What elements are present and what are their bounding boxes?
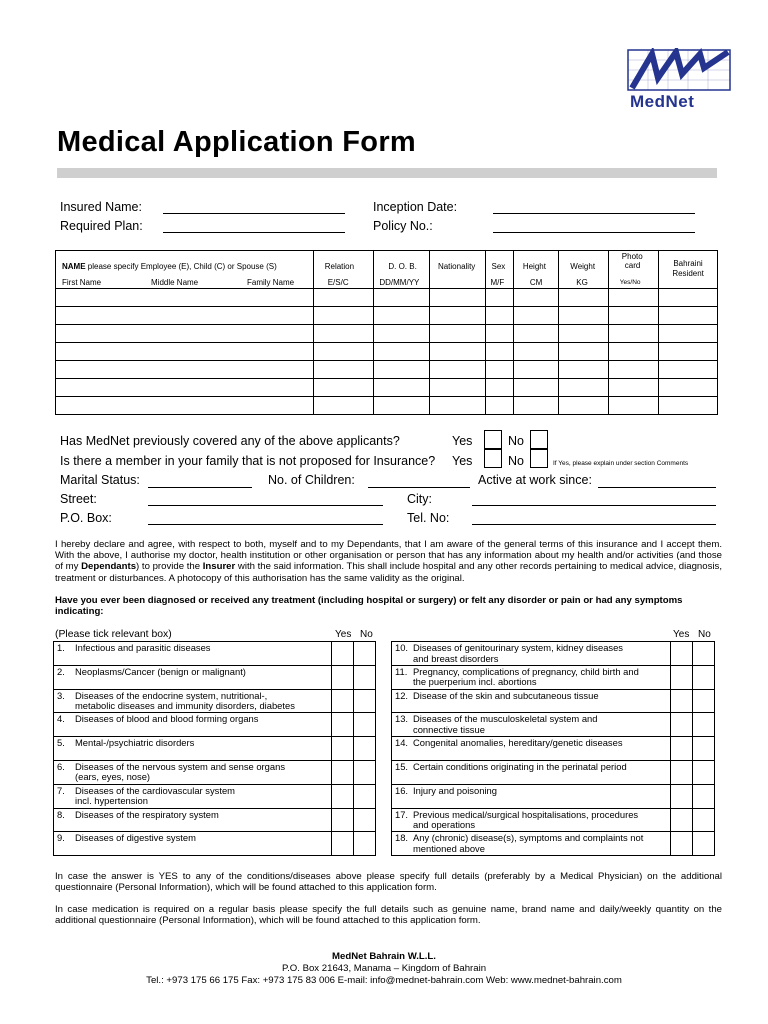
disease-yes-checkbox[interactable] [332, 689, 354, 713]
tel-field[interactable] [472, 524, 716, 525]
disease-number: 12. [395, 689, 409, 701]
disease-number: 17. [395, 808, 409, 820]
table-row[interactable] [56, 379, 718, 397]
marital-status-label: Marital Status: [60, 473, 140, 487]
name-header-hint: please specify Employee (E), Child (C) or Spouse (S) [87, 262, 277, 271]
note-medication: In case medication is required on a regular basis please specify the full details such as genuine name, brand name and daily/weekly quantity on the additional questionnaire (Personal Information), which will be found attached to this application form. [55, 904, 722, 927]
active-work-label: Active at work since: [478, 473, 592, 487]
name-header [56, 251, 314, 289]
disease-text: Congenital anomalies, hereditary/genetic diseases [413, 737, 623, 749]
disease-text: Pregnancy, complications of pregnancy, child birth and [413, 665, 639, 677]
table-row[interactable] [56, 307, 718, 325]
table-row[interactable] [56, 361, 718, 379]
disease-table-right [391, 641, 715, 856]
policy-no-field[interactable] [493, 232, 695, 233]
policy-no-label: Policy No.: [373, 219, 433, 233]
q2-yes-checkbox[interactable] [484, 449, 502, 468]
applicants-table [55, 250, 718, 415]
city-label: City: [407, 492, 432, 506]
city-field[interactable] [472, 505, 716, 506]
disease-label [392, 713, 671, 737]
disease-label [54, 642, 332, 666]
table-row[interactable] [56, 343, 718, 361]
table-row[interactable] [56, 325, 718, 343]
disease-number: 4. [57, 713, 65, 725]
disease-no-checkbox[interactable] [693, 713, 715, 737]
table-row [392, 737, 715, 761]
table-row [54, 713, 376, 737]
disease-yes-checkbox[interactable] [332, 665, 354, 689]
sex-header: Sex M/F [485, 251, 513, 289]
diagnosis-question: Have you ever been diagnosed or received any treatment (including hospital or surgery) or felt any disorder or pain or had any symptoms indicating: [55, 595, 683, 618]
relation-header: Relation E/S/C [313, 251, 374, 289]
disease-text: Diseases of genitourinary system, kidney diseases [413, 642, 623, 653]
disease-yes-checkbox[interactable] [671, 665, 693, 689]
disease-label [392, 665, 671, 689]
disease-number: 5. [57, 737, 65, 749]
disease-no-checkbox[interactable] [354, 713, 376, 737]
disease-no-checkbox[interactable] [693, 808, 715, 832]
disease-label [54, 832, 332, 856]
disease-yes-checkbox[interactable] [671, 713, 693, 737]
inception-date-label: Inception Date: [373, 200, 458, 214]
q2-yes-label: Yes [452, 454, 473, 468]
po-box-label: P.O. Box: [60, 511, 112, 525]
right-yes-header: Yes [673, 629, 690, 640]
q1-no-checkbox[interactable] [530, 430, 548, 449]
table-row [392, 665, 715, 689]
disease-no-checkbox[interactable] [354, 689, 376, 713]
disease-text-continued: and breast disorders [413, 652, 499, 664]
disease-text: Disease of the skin and subcutaneous tissue [413, 689, 599, 701]
disease-no-checkbox[interactable] [354, 737, 376, 761]
disease-label [392, 832, 671, 856]
disease-no-checkbox[interactable] [354, 832, 376, 856]
table-row [392, 642, 715, 666]
table-row [392, 689, 715, 713]
disease-text-continued: connective tissue [413, 723, 485, 735]
po-box-field[interactable] [148, 524, 383, 525]
disease-yes-checkbox[interactable] [332, 713, 354, 737]
question-family-member: Is there a member in your family that is not proposed for Insurance? [60, 454, 436, 468]
disease-number: 16. [395, 784, 409, 796]
disease-number: 8. [57, 808, 65, 820]
table-row [392, 808, 715, 832]
disease-label [54, 784, 332, 808]
disease-label [392, 760, 671, 784]
active-work-field[interactable] [598, 487, 716, 488]
brand-name: MedNet [630, 92, 695, 111]
table-row [392, 832, 715, 856]
disease-no-checkbox[interactable] [693, 665, 715, 689]
disease-text-continued: the puerperium incl. abortions [413, 676, 537, 688]
disease-yes-checkbox[interactable] [671, 689, 693, 713]
table-row [54, 760, 376, 784]
page-title: Medical Application Form [57, 126, 416, 158]
table-row [392, 760, 715, 784]
bahraini-resident-header: Bahraini Resident [659, 251, 718, 289]
disease-label [54, 808, 332, 832]
table-row [392, 713, 715, 737]
disease-no-checkbox[interactable] [354, 808, 376, 832]
declaration-paragraph: I hereby declare and agree, with respect to both, myself and to my Dependants, that I am aware of the general terms of this insurance and I accept them. With the above, I authorise my doctor, health institution or other organisation or person that has any information about my health and/or activities (and those of my Dependants) to provide the Insurer with the said information. This shall include hospital and any other records pertaining to medical advice, diagnosis, treatment or disturbances. A photocopy of this authorisation has the same validity as the original. [55, 539, 722, 584]
disease-no-checkbox[interactable] [354, 665, 376, 689]
disease-text: Any (chronic) disease(s), symptoms and complaints not [413, 832, 644, 844]
disease-number: 2. [57, 665, 65, 677]
nationality-header: Nationality [429, 251, 485, 289]
disease-label [54, 665, 332, 689]
disease-yes-checkbox[interactable] [332, 784, 354, 808]
disease-no-checkbox[interactable] [354, 642, 376, 666]
disease-yes-checkbox[interactable] [332, 760, 354, 784]
street-label: Street: [60, 492, 97, 506]
disease-label [54, 713, 332, 737]
footer-company: MedNet Bahrain W.L.L. [332, 951, 436, 962]
disease-yes-checkbox[interactable] [332, 737, 354, 761]
middle-name-header: Middle Name [151, 278, 199, 287]
tick-instruction: (Please tick relevant box) [55, 629, 172, 640]
table-row[interactable] [56, 289, 718, 307]
disease-no-checkbox[interactable] [354, 784, 376, 808]
q1-yes-label: Yes [452, 434, 473, 448]
disease-yes-checkbox[interactable] [332, 832, 354, 856]
disease-text-continued: and operations [413, 819, 476, 831]
q2-no-checkbox[interactable] [530, 449, 548, 468]
disease-no-checkbox[interactable] [354, 760, 376, 784]
disease-no-checkbox[interactable] [693, 784, 715, 808]
photo-card-header: Photo card Yes/No [608, 251, 659, 289]
disease-text: Diseases of the nervous system and sense organs [75, 760, 286, 772]
disease-text: Diseases of the musculoskeletal system and [413, 713, 598, 725]
q2-no-label: No [508, 454, 524, 468]
disease-number: 11. [395, 665, 408, 677]
disease-yes-checkbox[interactable] [671, 808, 693, 832]
disease-yes-checkbox[interactable] [332, 642, 354, 666]
disease-text: Injury and poisoning [413, 784, 497, 796]
disease-yes-checkbox[interactable] [671, 784, 693, 808]
disease-table-left [53, 641, 376, 856]
disease-number: 3. [57, 689, 65, 701]
disease-number: 14. [395, 737, 409, 749]
disease-label [392, 689, 671, 713]
q1-yes-checkbox[interactable] [484, 430, 502, 449]
disease-label [392, 737, 671, 761]
explain-note: If Yes, please explain under section Comments [553, 460, 689, 467]
marital-status-field[interactable] [148, 487, 252, 488]
tel-label: Tel. No: [407, 511, 450, 525]
table-row [392, 784, 715, 808]
disease-no-checkbox[interactable] [693, 760, 715, 784]
disease-text-continued: incl. hypertension [75, 795, 148, 807]
right-no-header: No [698, 629, 711, 640]
disease-text-continued: metabolic diseases and immunity disorders, diabetes [75, 700, 295, 712]
title-underline-bar [57, 168, 717, 178]
disease-text-continued: (ears, eyes, nose) [75, 771, 151, 783]
disease-text: Diseases of digestive system [75, 832, 196, 844]
table-row [54, 737, 376, 761]
family-name-header: Family Name [247, 278, 295, 287]
mednet-logo [624, 48, 734, 118]
insured-name-field[interactable] [163, 213, 345, 214]
disease-text: Neoplasms/Cancer (benign or malignant) [75, 665, 246, 677]
disease-text: Mental-/psychiatric disorders [75, 737, 195, 749]
required-plan-field[interactable] [163, 232, 345, 233]
disease-no-checkbox[interactable] [693, 737, 715, 761]
table-row [54, 808, 376, 832]
children-label: No. of Children: [268, 473, 355, 487]
disease-yes-checkbox[interactable] [671, 832, 693, 856]
disease-yes-checkbox[interactable] [671, 737, 693, 761]
disease-label [392, 784, 671, 808]
note-yes-details: In case the answer is YES to any of the conditions/diseases above please specify full details (preferably by a Medical Physician) on the additional questionnaire (Personal Information), which will be found attached to this application form. [55, 871, 722, 894]
children-field[interactable] [368, 487, 470, 488]
disease-number: 6. [57, 760, 65, 772]
table-row [54, 832, 376, 856]
disease-yes-checkbox[interactable] [332, 808, 354, 832]
weight-header: Weight KG [559, 251, 609, 289]
disease-label [392, 642, 671, 666]
disease-number: 1. [57, 642, 65, 653]
disease-number: 9. [57, 832, 65, 844]
disease-text: Diseases of the endocrine system, nutritional-, [75, 689, 268, 701]
disease-text-continued: mentioned above [413, 842, 485, 854]
dob-header: D. O. B. DD/MM/YY [374, 251, 430, 289]
disease-no-checkbox[interactable] [693, 832, 715, 856]
question-previously-covered: Has MedNet previously covered any of the above applicants? [60, 434, 400, 448]
disease-text: Previous medical/surgical hospitalisations, procedures [413, 808, 639, 820]
name-header-bold: NAME [62, 262, 86, 271]
disease-number: 15. [395, 760, 409, 772]
disease-text: Infectious and parasitic diseases [75, 642, 211, 653]
table-row [54, 784, 376, 808]
disease-label [54, 760, 332, 784]
footer-address: P.O. Box 21643, Manama – Kingdom of Bahrain [281, 963, 487, 974]
disease-text: Diseases of the cardiovascular system [75, 784, 235, 796]
table-row [54, 642, 376, 666]
height-header: Height CM [513, 251, 558, 289]
first-name-header: First Name [62, 278, 102, 287]
disease-text: Certain conditions originating in the perinatal period [413, 760, 627, 772]
required-plan-label: Required Plan: [60, 219, 143, 233]
disease-label [392, 808, 671, 832]
table-row[interactable] [56, 397, 718, 415]
street-field[interactable] [148, 505, 383, 506]
disease-number: 10. [395, 642, 409, 653]
disease-yes-checkbox[interactable] [671, 760, 693, 784]
table-row [54, 665, 376, 689]
left-yes-header: Yes [335, 629, 352, 640]
footer-contact: Tel.: +973 175 66 175 Fax: +973 175 83 006 E-mail: info@mednet-bahrain.com Web: www.mednet-bahrain.com [146, 975, 622, 986]
disease-yes-checkbox[interactable] [671, 642, 693, 666]
disease-text: Diseases of blood and blood forming organs [75, 713, 259, 725]
disease-label [54, 737, 332, 761]
disease-number: 18. [395, 832, 409, 844]
insured-name-label: Insured Name: [60, 200, 142, 214]
disease-label [54, 689, 332, 713]
table-row [54, 689, 376, 713]
mednet-logo-icon [624, 48, 734, 94]
table-header-row [56, 251, 718, 289]
disease-number: 7. [57, 784, 65, 796]
disease-no-checkbox[interactable] [693, 642, 715, 666]
left-no-header: No [360, 629, 373, 640]
inception-date-field[interactable] [493, 213, 695, 214]
disease-no-checkbox[interactable] [693, 689, 715, 713]
disease-text: Diseases of the respiratory system [75, 808, 219, 820]
disease-number: 13. [395, 713, 409, 725]
q1-no-label: No [508, 434, 524, 448]
